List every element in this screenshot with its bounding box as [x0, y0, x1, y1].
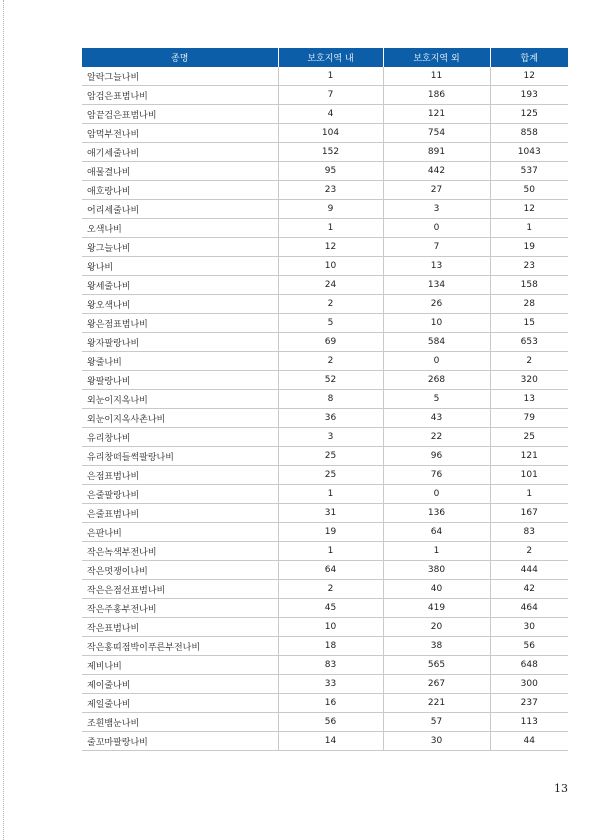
inside-count-cell: 19	[278, 523, 383, 542]
species-name-cell: 은줄팔랑나비	[82, 485, 278, 504]
species-name-cell: 은줄표범나비	[82, 504, 278, 523]
table-row	[82, 542, 568, 561]
inside-count-cell: 36	[278, 409, 383, 428]
inside-count-cell: 1	[278, 485, 383, 504]
outside-count-cell: 20	[383, 618, 490, 637]
species-name-cell: 왕은점표범나비	[82, 314, 278, 333]
table-row	[82, 238, 568, 257]
species-name-cell: 작은표범나비	[82, 618, 278, 637]
total-count-cell: 653	[490, 333, 568, 352]
species-name-cell: 알락그늘나비	[82, 67, 278, 86]
species-count-table	[82, 48, 568, 751]
outside-count-cell: 38	[383, 637, 490, 656]
species-name-cell: 유리창나비	[82, 428, 278, 447]
species-name-cell: 제이줄나비	[82, 675, 278, 694]
inside-count-cell: 25	[278, 447, 383, 466]
outside-count-cell: 26	[383, 295, 490, 314]
table-row	[82, 200, 568, 219]
table-row	[82, 67, 568, 86]
outside-count-cell: 10	[383, 314, 490, 333]
table-row	[82, 599, 568, 618]
species-name-cell: 오색나비	[82, 219, 278, 238]
total-count-cell: 2	[490, 352, 568, 371]
total-count-cell: 167	[490, 504, 568, 523]
outside-count-cell: 186	[383, 86, 490, 105]
total-count-cell: 1	[490, 485, 568, 504]
species-name-cell: 제비나비	[82, 656, 278, 675]
inside-count-cell: 10	[278, 257, 383, 276]
header-total: 합계	[490, 48, 568, 67]
inside-count-cell: 3	[278, 428, 383, 447]
outside-count-cell: 5	[383, 390, 490, 409]
total-count-cell: 193	[490, 86, 568, 105]
total-count-cell: 158	[490, 276, 568, 295]
total-count-cell: 15	[490, 314, 568, 333]
outside-count-cell: 891	[383, 143, 490, 162]
total-count-cell: 23	[490, 257, 568, 276]
total-count-cell: 1043	[490, 143, 568, 162]
species-name-cell: 왕그늘나비	[82, 238, 278, 257]
inside-count-cell: 18	[278, 637, 383, 656]
table-row	[82, 143, 568, 162]
outside-count-cell: 0	[383, 352, 490, 371]
outside-count-cell: 221	[383, 694, 490, 713]
inside-count-cell: 33	[278, 675, 383, 694]
species-name-cell: 제일줄나비	[82, 694, 278, 713]
outside-count-cell: 27	[383, 181, 490, 200]
species-name-cell: 왕자팔랑나비	[82, 333, 278, 352]
total-count-cell: 113	[490, 713, 568, 732]
inside-count-cell: 104	[278, 124, 383, 143]
outside-count-cell: 268	[383, 371, 490, 390]
table-row	[82, 694, 568, 713]
page-edge-divider	[3, 0, 4, 840]
outside-count-cell: 13	[383, 257, 490, 276]
total-count-cell: 25	[490, 428, 568, 447]
species-name-cell: 작은주홍부전나비	[82, 599, 278, 618]
total-count-cell: 858	[490, 124, 568, 143]
total-count-cell: 648	[490, 656, 568, 675]
inside-count-cell: 152	[278, 143, 383, 162]
outside-count-cell: 7	[383, 238, 490, 257]
total-count-cell: 237	[490, 694, 568, 713]
table-row	[82, 561, 568, 580]
table-row	[82, 257, 568, 276]
outside-count-cell: 1	[383, 542, 490, 561]
species-name-cell: 애호랑나비	[82, 181, 278, 200]
inside-count-cell: 4	[278, 105, 383, 124]
total-count-cell: 44	[490, 732, 568, 751]
table-row	[82, 713, 568, 732]
inside-count-cell: 83	[278, 656, 383, 675]
species-name-cell: 애물결나비	[82, 162, 278, 181]
table-row	[82, 523, 568, 542]
total-count-cell: 50	[490, 181, 568, 200]
outside-count-cell: 136	[383, 504, 490, 523]
outside-count-cell: 57	[383, 713, 490, 732]
species-name-cell: 유리창떠들썩팔랑나비	[82, 447, 278, 466]
table-row	[82, 675, 568, 694]
header-inside-protected-area: 보호지역 내	[278, 48, 383, 67]
inside-count-cell: 25	[278, 466, 383, 485]
total-count-cell: 121	[490, 447, 568, 466]
table-row	[82, 637, 568, 656]
species-name-cell: 왕팔랑나비	[82, 371, 278, 390]
total-count-cell: 79	[490, 409, 568, 428]
total-count-cell: 320	[490, 371, 568, 390]
total-count-cell: 1	[490, 219, 568, 238]
inside-count-cell: 5	[278, 314, 383, 333]
table-row	[82, 580, 568, 599]
table-row	[82, 333, 568, 352]
header-outside-protected-area: 보호지역 외	[383, 48, 490, 67]
outside-count-cell: 419	[383, 599, 490, 618]
table-header-row	[82, 48, 568, 67]
inside-count-cell: 45	[278, 599, 383, 618]
inside-count-cell: 56	[278, 713, 383, 732]
inside-count-cell: 7	[278, 86, 383, 105]
outside-count-cell: 40	[383, 580, 490, 599]
inside-count-cell: 31	[278, 504, 383, 523]
table-row	[82, 504, 568, 523]
inside-count-cell: 2	[278, 352, 383, 371]
outside-count-cell: 64	[383, 523, 490, 542]
inside-count-cell: 9	[278, 200, 383, 219]
table-row	[82, 390, 568, 409]
species-name-cell: 줄꼬마팔랑나비	[82, 732, 278, 751]
table-row	[82, 86, 568, 105]
inside-count-cell: 16	[278, 694, 383, 713]
total-count-cell: 444	[490, 561, 568, 580]
inside-count-cell: 1	[278, 542, 383, 561]
table-row	[82, 219, 568, 238]
total-count-cell: 300	[490, 675, 568, 694]
outside-count-cell: 380	[383, 561, 490, 580]
inside-count-cell: 10	[278, 618, 383, 637]
inside-count-cell: 64	[278, 561, 383, 580]
species-name-cell: 은판나비	[82, 523, 278, 542]
inside-count-cell: 1	[278, 219, 383, 238]
outside-count-cell: 442	[383, 162, 490, 181]
table-row	[82, 618, 568, 637]
inside-count-cell: 1	[278, 67, 383, 86]
inside-count-cell: 8	[278, 390, 383, 409]
species-name-cell: 은점표범나비	[82, 466, 278, 485]
inside-count-cell: 52	[278, 371, 383, 390]
species-name-cell: 암끝검은표범나비	[82, 105, 278, 124]
table-row	[82, 656, 568, 675]
outside-count-cell: 43	[383, 409, 490, 428]
page-number: 13	[554, 782, 568, 795]
species-name-cell: 작은녹색부전나비	[82, 542, 278, 561]
species-name-cell: 왕줄나비	[82, 352, 278, 371]
species-name-cell: 작은은점선표범나비	[82, 580, 278, 599]
outside-count-cell: 267	[383, 675, 490, 694]
table-row	[82, 352, 568, 371]
outside-count-cell: 584	[383, 333, 490, 352]
species-name-cell: 왕나비	[82, 257, 278, 276]
table-row	[82, 181, 568, 200]
inside-count-cell: 12	[278, 238, 383, 257]
total-count-cell: 2	[490, 542, 568, 561]
table-row	[82, 409, 568, 428]
header-species-name: 종명	[82, 48, 278, 67]
outside-count-cell: 0	[383, 219, 490, 238]
total-count-cell: 30	[490, 618, 568, 637]
table-row	[82, 124, 568, 143]
species-name-cell: 외눈이지옥나비	[82, 390, 278, 409]
species-name-cell: 조흰뱀눈나비	[82, 713, 278, 732]
inside-count-cell: 14	[278, 732, 383, 751]
species-name-cell: 작은멋쟁이나비	[82, 561, 278, 580]
table-row	[82, 428, 568, 447]
outside-count-cell: 3	[383, 200, 490, 219]
total-count-cell: 42	[490, 580, 568, 599]
inside-count-cell: 23	[278, 181, 383, 200]
inside-count-cell: 95	[278, 162, 383, 181]
total-count-cell: 101	[490, 466, 568, 485]
table-row	[82, 314, 568, 333]
table-row	[82, 371, 568, 390]
outside-count-cell: 565	[383, 656, 490, 675]
table-row	[82, 732, 568, 751]
species-name-cell: 외눈이지옥사촌나비	[82, 409, 278, 428]
outside-count-cell: 11	[383, 67, 490, 86]
outside-count-cell: 121	[383, 105, 490, 124]
outside-count-cell: 134	[383, 276, 490, 295]
species-name-cell: 암검은표범나비	[82, 86, 278, 105]
table-row	[82, 162, 568, 181]
total-count-cell: 12	[490, 200, 568, 219]
outside-count-cell: 96	[383, 447, 490, 466]
total-count-cell: 28	[490, 295, 568, 314]
species-name-cell: 암먹부전나비	[82, 124, 278, 143]
inside-count-cell: 2	[278, 295, 383, 314]
table-row	[82, 295, 568, 314]
table-row	[82, 276, 568, 295]
species-name-cell: 왕오색나비	[82, 295, 278, 314]
species-name-cell: 어리세줄나비	[82, 200, 278, 219]
total-count-cell: 537	[490, 162, 568, 181]
total-count-cell: 125	[490, 105, 568, 124]
total-count-cell: 12	[490, 67, 568, 86]
table-row	[82, 466, 568, 485]
outside-count-cell: 76	[383, 466, 490, 485]
total-count-cell: 19	[490, 238, 568, 257]
total-count-cell: 56	[490, 637, 568, 656]
table-row	[82, 485, 568, 504]
inside-count-cell: 69	[278, 333, 383, 352]
inside-count-cell: 24	[278, 276, 383, 295]
total-count-cell: 464	[490, 599, 568, 618]
outside-count-cell: 30	[383, 732, 490, 751]
table-row	[82, 447, 568, 466]
species-name-cell: 작은홍띠점박이푸른부전나비	[82, 637, 278, 656]
table-row	[82, 105, 568, 124]
outside-count-cell: 0	[383, 485, 490, 504]
outside-count-cell: 754	[383, 124, 490, 143]
species-name-cell: 애기세줄나비	[82, 143, 278, 162]
outside-count-cell: 22	[383, 428, 490, 447]
inside-count-cell: 2	[278, 580, 383, 599]
total-count-cell: 83	[490, 523, 568, 542]
species-name-cell: 왕세줄나비	[82, 276, 278, 295]
total-count-cell: 13	[490, 390, 568, 409]
